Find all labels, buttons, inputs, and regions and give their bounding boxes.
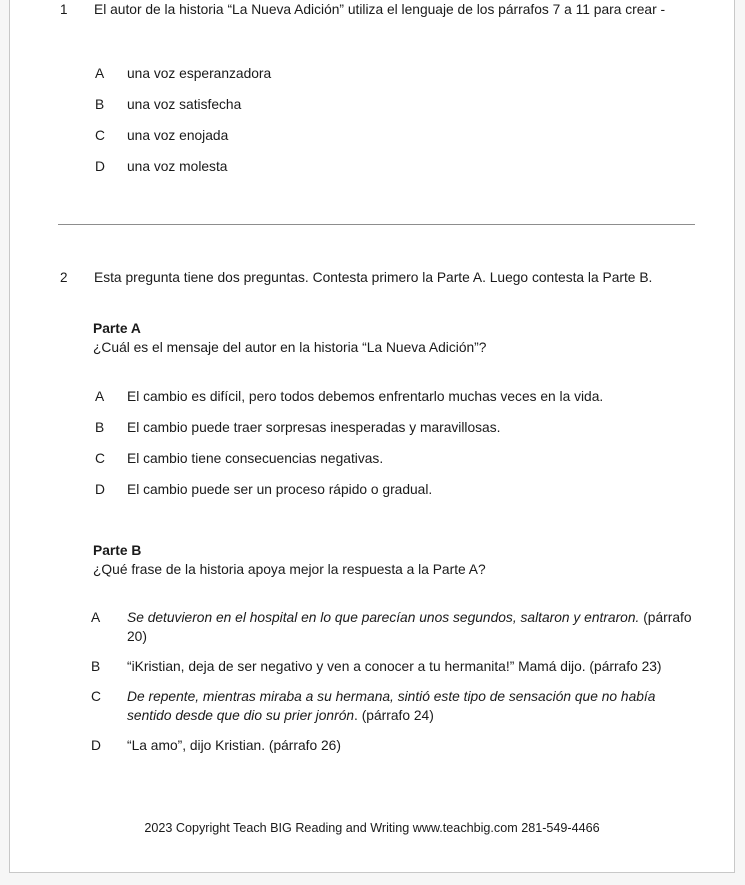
choice-text: una voz enojada (127, 128, 229, 143)
choice-letter: D (91, 738, 101, 753)
choice-text: El cambio es difícil, pero todos debemos enfrentarlo muchas veces en la vida. (127, 389, 604, 404)
choice-text: una voz molesta (127, 159, 228, 174)
part-b-choices (10, 608, 734, 755)
choice-letter: A (91, 610, 101, 625)
copyright-footer: 2023 Copyright Teach BIG Reading and Writing www.teachbig.com 281-549-4466 (144, 821, 600, 835)
choice-quote: “iKristian, deja de ser negativo y ven a conocer a tu hermanita!” Mamá dijo. (127, 659, 586, 674)
part-a-title: Parte A (93, 321, 141, 336)
choice-text (127, 736, 734, 755)
choice-quote: Se detuvieron en el hospital en lo que parecían unos segundos, saltaron y entraron. (127, 610, 640, 625)
choice-letter: C (91, 689, 101, 704)
choice-letter: B (95, 420, 105, 435)
choice-option[interactable] (10, 687, 734, 725)
choice-text: una voz esperanzadora (127, 66, 272, 81)
part-a-prompt: ¿Cuál es el mensaje del autor en la historia “La Nueva Adición”? (93, 340, 487, 355)
choice-letter: A (95, 389, 105, 404)
choice-citation: (párrafo 23) (585, 659, 662, 674)
choice-letter: A (95, 66, 105, 81)
choice-option[interactable] (10, 736, 734, 755)
question-2 (10, 268, 734, 287)
choice-quote: “La amo”, dijo Kristian. (127, 738, 266, 753)
part-b-title: Parte B (93, 543, 142, 558)
choice-quote: De repente, mientras miraba a su hermana, sintió este tipo de sensación que no había sentido desde que dio su prier jonrón (127, 689, 656, 723)
section-divider (58, 224, 695, 225)
choice-text: El cambio puede ser un proceso rápido o gradual. (127, 482, 433, 497)
choice-option[interactable] (10, 657, 734, 676)
choice-text: El cambio tiene consecuencias negativas. (127, 451, 384, 466)
choice-citation: . (párrafo 24) (354, 708, 434, 723)
question-2-stem: Esta pregunta tiene dos preguntas. Contesta primero la Parte A. Luego contesta la Parte B. (94, 270, 653, 285)
question-1 (10, 0, 734, 19)
choice-citation: (párrafo 26) (265, 738, 341, 753)
choice-letter: B (95, 97, 105, 112)
choice-option[interactable] (10, 418, 734, 437)
choice-option[interactable] (10, 608, 734, 646)
choice-text: una voz satisfecha (127, 97, 242, 112)
choice-citation: (párrafo 20) (127, 610, 692, 644)
choice-letter: D (95, 159, 105, 174)
question-2-number: 2 (60, 270, 68, 285)
choice-option[interactable] (10, 387, 734, 406)
question-1-stem: El autor de la historia “La Nueva Adición” utiliza el lenguaje de los párrafos 7 a 11 para crear - (94, 2, 666, 17)
choice-text: El cambio puede traer sorpresas inesperadas y maravillosas. (127, 420, 501, 435)
worksheet-page (9, 0, 735, 873)
choice-option[interactable] (10, 157, 734, 176)
choice-letter: D (95, 482, 105, 497)
choice-letter: C (95, 128, 105, 143)
choice-letter: C (95, 451, 105, 466)
question-1-number: 1 (60, 2, 68, 17)
choice-text (127, 687, 734, 725)
question-1-choices (10, 64, 734, 176)
choice-option[interactable] (10, 95, 734, 114)
part-a-choices (10, 387, 734, 499)
part-b-prompt: ¿Qué frase de la historia apoya mejor la respuesta a la Parte A? (93, 562, 486, 577)
choice-letter: B (91, 659, 101, 674)
part-b-block (10, 541, 745, 579)
choice-option[interactable] (10, 480, 734, 499)
part-a-block (10, 319, 745, 357)
choice-text (127, 657, 734, 676)
choice-option[interactable] (10, 126, 734, 145)
choice-text (127, 608, 734, 646)
choice-option[interactable] (10, 449, 734, 468)
choice-option[interactable] (10, 64, 734, 83)
